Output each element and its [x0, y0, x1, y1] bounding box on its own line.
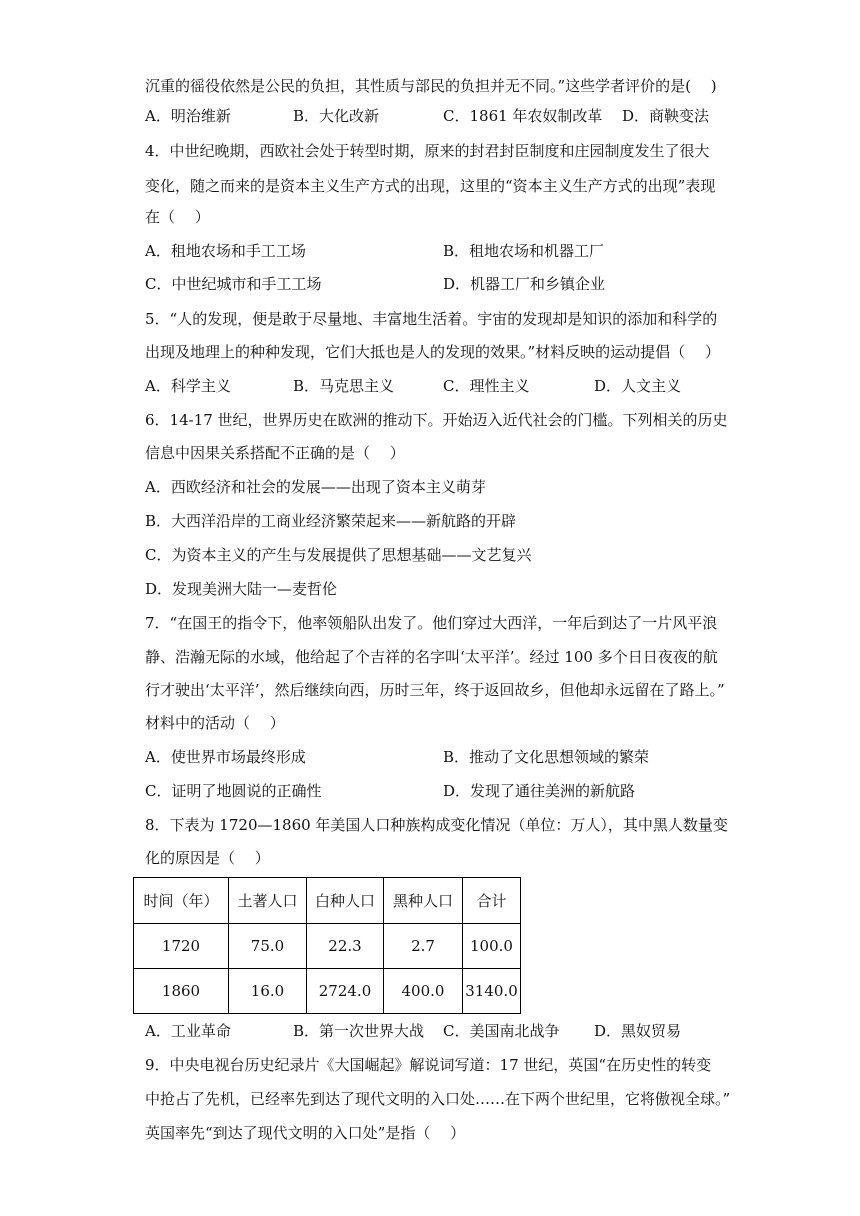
q8-option-c[interactable]: C．美国南北战争: [443, 1022, 560, 1040]
q3-option-b[interactable]: B．大化改新: [293, 107, 380, 125]
q7-text-line: 材料中的活动（ ）: [145, 714, 285, 732]
q5-option-c[interactable]: C．理性主义: [443, 377, 530, 395]
q4-option-a[interactable]: A．租地农场和手工工场: [145, 242, 306, 260]
table-cell: 1860: [134, 969, 229, 1014]
table-cell: 2724.0: [307, 969, 384, 1014]
q7-text-line: 静、浩瀚无际的水域，他给起了个吉祥的名字叫‘太平洋’。经过 100 多个日日夜夜的航: [145, 648, 718, 666]
table-cell: 75.0: [229, 924, 307, 969]
q7-option-c[interactable]: C．证明了地圆说的正确性: [145, 782, 322, 800]
table-cell: 16.0: [229, 969, 307, 1014]
q5-option-b[interactable]: B．马克思主义: [293, 377, 395, 395]
table-header-cell: 黑种人口: [384, 878, 463, 924]
q5-option-a[interactable]: A．科学主义: [145, 377, 231, 395]
q7-option-b[interactable]: B．推动了文化思想领域的繁荣: [443, 748, 650, 766]
q7-text-line: 行才驶出‘太平洋’，然后继续向西，历时三年，终于返回故乡，但他却永远留在了路上。”: [145, 681, 725, 699]
q4-text-line: 4．中世纪晚期，西欧社会处于转型时期，原来的封君封臣制度和庄园制度发生了很大: [145, 142, 710, 160]
q3-option-d[interactable]: D．商鞅变法: [622, 107, 710, 125]
table-cell: 100.0: [463, 924, 521, 969]
q9-text-line: 9．中央电视台历史纪录片《大国崛起》解说词写道：17 世纪，英国“在历史性的转变: [145, 1056, 712, 1074]
table-cell: 2.7: [384, 924, 463, 969]
q7-option-d[interactable]: D．发现了通往美洲的新航路: [443, 782, 636, 800]
q6-option-c[interactable]: C．为资本主义的产生与发展提供了思想基础——文艺复兴: [145, 546, 532, 564]
q9-text-line: 中抢占了先机，已经率先到达了现代文明的入口处……在下两个世纪里，它将傲视全球。”: [145, 1090, 731, 1108]
q6-text-line: 6．14-17 世纪，世界历史在欧洲的推动下。开始迈入近代社会的门槛。下列相关的历史: [145, 411, 728, 429]
q4-option-c[interactable]: C．中世纪城市和手工工场: [145, 275, 322, 293]
q3-option-c[interactable]: C．1861 年农奴制改革: [443, 107, 603, 125]
q8-text-line: 8．下表为 1720—1860 年美国人口种族构成变化情况（单位：万人），其中黑人数量变: [145, 816, 728, 834]
q7-text-line: 7．“在国王的指令下，他率领船队出发了。他们穿过大西洋，一年后到达了一片风平浪: [145, 614, 718, 632]
q5-text-line: 出现及地理上的种种发现，它们大抵也是人的发现的效果。”材料反映的运动提倡（ ）: [145, 343, 720, 361]
table-row: [134, 969, 521, 1014]
q8-option-a[interactable]: A．工业革命: [145, 1022, 231, 1040]
q6-option-b[interactable]: B．大西洋沿岸的工商业经济繁荣起来——新航路的开辟: [145, 512, 517, 530]
table-header-cell: 时间（年）: [134, 878, 229, 924]
q4-text-line: 变化，随之而来的是资本主义生产方式的出现，这里的“资本主义生产方式的出现”表现: [145, 177, 716, 195]
table-row: [134, 924, 521, 969]
q8-option-d[interactable]: D．黑奴贸易: [594, 1022, 682, 1040]
q9-text-line: 英国率先“到达了现代文明的入口处”是指（ ）: [145, 1124, 466, 1142]
q5-option-d[interactable]: D．人文主义: [594, 377, 682, 395]
table-header-cell: 土著人口: [229, 878, 307, 924]
q3-option-a[interactable]: A．明治维新: [145, 107, 231, 125]
table-header-cell: 白种人口: [307, 878, 384, 924]
q8-text-line: 化的原因是（ ）: [145, 849, 270, 867]
table-cell: 22.3: [307, 924, 384, 969]
q4-text-line: 在（ ）: [145, 208, 210, 226]
table-header-cell: 合计: [463, 878, 521, 924]
table-header-row: [134, 878, 521, 924]
table-cell: 3140.0: [463, 969, 521, 1014]
q3-text-line: 沉重的徭役依然是公民的负担，其性质与部民的负担并无不同。”这些学者评价的是( ): [145, 77, 717, 95]
population-table: [133, 877, 521, 1014]
q4-option-b[interactable]: B．租地农场和机器工厂: [443, 242, 605, 260]
q8-option-b[interactable]: B．第一次世界大战: [293, 1022, 425, 1040]
q4-option-d[interactable]: D．机器工厂和乡镇企业: [443, 275, 606, 293]
table-cell: 1720: [134, 924, 229, 969]
table-cell: 400.0: [384, 969, 463, 1014]
q6-option-a[interactable]: A．西欧经济和社会的发展——出现了资本主义萌芽: [145, 478, 486, 496]
q6-option-d[interactable]: D．发现美洲大陆一—麦哲伦: [145, 580, 338, 598]
q6-text-line: 信息中因果关系搭配不正确的是（ ）: [145, 444, 405, 462]
q7-option-a[interactable]: A．使世界市场最终形成: [145, 748, 306, 766]
q5-text-line: 5．“人的发现，便是敢于尽量地、丰富地生活着。宇宙的发现却是知识的添加和科学的: [145, 310, 718, 328]
